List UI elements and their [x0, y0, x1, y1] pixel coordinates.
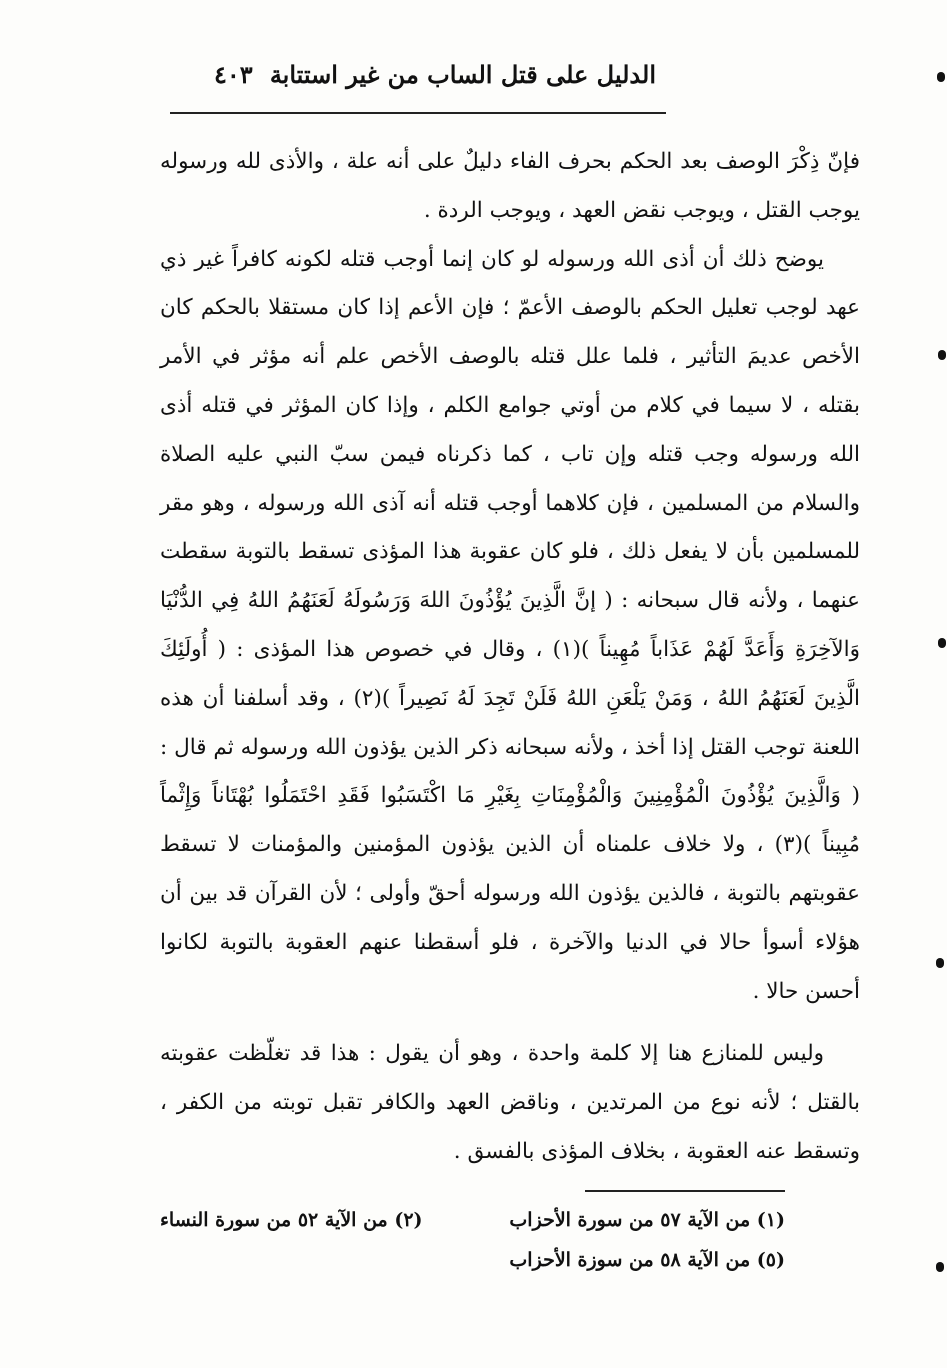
- running-header: [170, 58, 666, 102]
- footnote-divider: [585, 1190, 785, 1192]
- margin-mark: [938, 638, 946, 648]
- running-title: الدليل على قتل الساب من غير استتابة: [269, 60, 656, 89]
- margin-mark: [936, 958, 944, 968]
- header-divider: [170, 112, 666, 114]
- footnote-1: (١) من الآية ٥٧ من سورة الأحزاب: [509, 1209, 785, 1231]
- main-text: [160, 138, 860, 1177]
- footnote-row: [160, 1200, 785, 1240]
- footnote-2: (٢) من الآية ٥٢ من سورة النساء: [160, 1209, 423, 1231]
- margin-mark: [936, 1262, 944, 1272]
- footnotes: [160, 1200, 785, 1280]
- page-number: ٤٠٣: [214, 60, 253, 89]
- margin-mark: [938, 350, 946, 360]
- paragraph: فإنّ ذِكْرَ الوصف بعد الحكم بحرف الفاء دليلٌ على أنه علة ، والأذى لله ورسوله يوجب القتل ، ويوجب نقض العهد ، ويوجب الردة .: [160, 149, 860, 223]
- footnote-row: [160, 1240, 785, 1280]
- margin-mark: [937, 72, 945, 82]
- paragraph: وليس للمنازع هنا إلا كلمة واحدة ، وهو أن يقول : هذا قد تغلّظت عقوبته بالقتل ؛ لأنه نوع من المرتدين ، وناقض العهد والكافر تقبل توبته من الكفر ، وتسقط عنه العقوبة ، بخلاف المؤذى بالفسق .: [160, 1041, 860, 1164]
- paragraph: يوضح ذلك أن أذى الله ورسوله لو كان إنما أوجب قتله لكونه كافراً غير ذي عهد لوجب تعليل الحكم بالوصف الأعمّ ؛ فإن الأعم إذا كان مستقلا بالحكم كان الأخص عديمَ التأثير ، فلما علل قتله بالوصف الأخص علم أنه مؤثر في الأمر بقتله ، لا سيما في كلام من أوتي جوامع الكلم ، وإذا كان المؤثر في قتله أذى الله ورسوله وجب قتله وإن تاب ، كما ذكرناه فيمن سبّ النبي عليه الصلاة والسلام من المسلمين ، فإن كلاهما أوجب قتله أنه آذى الله ورسوله ، وهو مقر للمسلمين بأن لا يفعل ذلك ، فلو كان عقوبة هذا المؤذى تسقط بالتوبة سقطت عنهما ، ولأنه قال سبحانه : ( إنَّ الَّذِينَ يُؤْذُونَ اللهَ وَرَسُولَهُ لَعَنَهُمُ اللهُ فِي الدُّنْيَا وَالآخِرَةِ وَأَعَدَّ لَهُمْ عَذَاباً مُهِيناً )(١) ، وقال في خصوص هذا المؤذى : ( أُولَئِكَ الَّذِينَ لَعَنَهُمُ اللهُ ، وَمَنْ يَلْعَنِ اللهُ فَلَنْ تَجِدَ لَهُ نَصِيراً )(٢) ، وقد أسلفنا أن هذه اللعنة توجب القتل إذا أخذ ، ولأنه سبحانه ذكر الذين يؤذون الله ورسوله ثم قال : ( وَالَّذِينَ يُؤْذُونَ الْمُؤْمِنِينَ وَالْمُؤْمِنَاتِ بِغَيْرِ مَا اكْتَسَبُوا فَقَدِ احْتَمَلُوا بُهْتَاناً وَإِثْماً مُبِيناً )(٣) ، ولا خلاف علمناه أن الذين يؤذون المؤمنين والمؤمنات لا تسقط عقوبتهم بالتوبة ، فالذين يؤذون الله ورسوله أحقّ وأولى ؛ لأن القرآن قد بين أن هؤلاء أسوأ حالا في الدنيا والآخرة ، فلو أسقطنا عنهم العقوبة بالتوبة لكانوا أحسن حالا .: [160, 246, 860, 1004]
- footnote-3: (٥) من الآية ٥٨ من سوزة الأحزاب: [509, 1249, 785, 1271]
